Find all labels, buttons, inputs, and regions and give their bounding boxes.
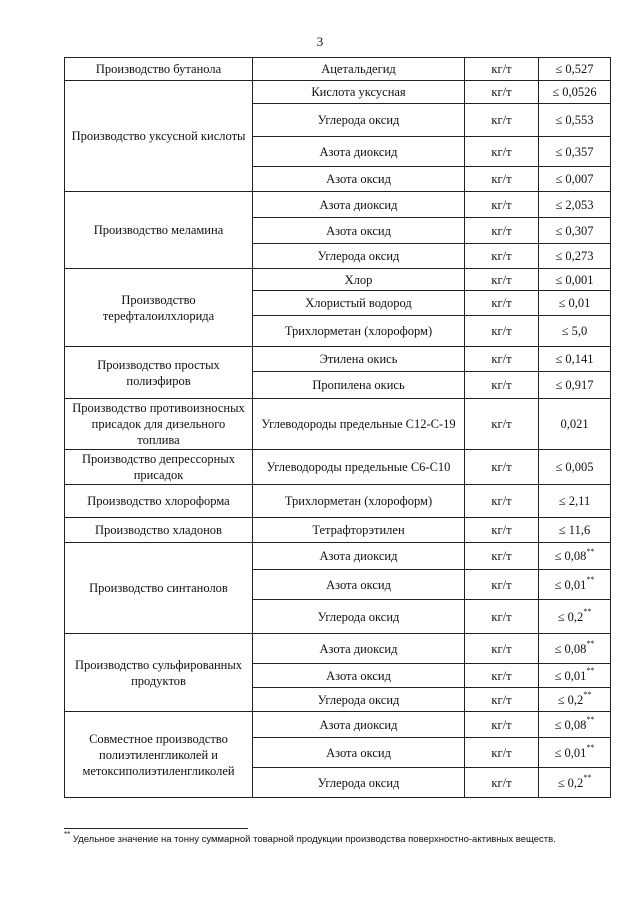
substance-cell: Углерода оксид: [253, 768, 465, 798]
unit-cell: кг/т: [465, 570, 539, 600]
substance-cell: Пропилена окись: [253, 372, 465, 399]
value-cell: [539, 167, 611, 192]
table-row: [65, 399, 611, 450]
substance-cell: Углеводороды предельные С12-С-19: [253, 399, 465, 450]
unit-cell: кг/т: [465, 518, 539, 543]
unit-cell: кг/т: [465, 244, 539, 269]
unit-cell: кг/т: [465, 218, 539, 244]
table-row: [65, 347, 611, 372]
unit-cell: кг/т: [465, 450, 539, 485]
value-cell: [539, 81, 611, 104]
value-text: ≤ 0,01: [558, 296, 591, 310]
value-cell: [539, 347, 611, 372]
value-text: ≤ 0,357: [555, 144, 594, 159]
process-cell: Производство хлороформа: [65, 485, 253, 518]
value-cell: [539, 244, 611, 269]
table-row: [65, 58, 611, 81]
value-text: ≤ 5,0: [561, 324, 588, 338]
value-cell: [539, 104, 611, 137]
value-cell: [539, 218, 611, 244]
substance-cell: Хлор: [253, 269, 465, 291]
value-text: ≤ 0,553: [555, 113, 594, 127]
substance-cell: Азота диоксид: [253, 712, 465, 738]
table-row: [65, 543, 611, 570]
footnote-divider: [64, 828, 248, 829]
process-cell: Совместное производство полиэтиленгликолей и метоксиполиэтиленгликолей: [65, 712, 253, 798]
value-text: ≤ 0,08: [554, 717, 587, 732]
process-cell: Производство хладонов: [65, 518, 253, 543]
value-cell: [539, 570, 611, 600]
unit-cell: кг/т: [465, 58, 539, 81]
unit-cell: кг/т: [465, 81, 539, 104]
value-text: ≤ 0,007: [555, 172, 594, 186]
footnote-marker: **: [586, 639, 595, 649]
unit-cell: кг/т: [465, 167, 539, 192]
substance-cell: Хлористый водород: [253, 291, 465, 316]
substance-cell: Углерода оксид: [253, 104, 465, 137]
substance-cell: Этилена окись: [253, 347, 465, 372]
footnote-mark: **: [64, 829, 71, 839]
unit-cell: кг/т: [465, 137, 539, 167]
process-cell: Производство простых полиэфиров: [65, 347, 253, 399]
process-cell: Производство депрессорных присадок: [65, 450, 253, 485]
footnote-marker: **: [586, 546, 595, 556]
value-cell: [539, 316, 611, 347]
footnote: [64, 829, 624, 845]
footnote-marker: **: [583, 690, 592, 700]
table-row: [65, 81, 611, 104]
value-text: ≤ 0,141: [555, 352, 594, 366]
unit-cell: кг/т: [465, 485, 539, 518]
value-text: ≤ 0,01: [554, 745, 587, 760]
value-cell: [539, 485, 611, 518]
emissions-table: [64, 57, 611, 798]
substance-cell: Углерода оксид: [253, 600, 465, 634]
substance-cell: Азота диоксид: [253, 192, 465, 218]
value-text: ≤ 0,001: [555, 272, 594, 287]
value-cell: [539, 372, 611, 399]
unit-cell: кг/т: [465, 192, 539, 218]
unit-cell: кг/т: [465, 664, 539, 688]
value-text: ≤ 0,0526: [552, 85, 597, 99]
table-row: [65, 269, 611, 291]
value-text: ≤ 0,307: [555, 223, 594, 238]
value-text: 0,021: [560, 417, 589, 431]
value-text: ≤ 0,2: [557, 692, 584, 707]
value-cell: [539, 291, 611, 316]
value-text: ≤ 0,2: [557, 609, 584, 624]
substance-cell: Углерода оксид: [253, 688, 465, 712]
substance-cell: Ацетальдегид: [253, 58, 465, 81]
substance-cell: Азота оксид: [253, 218, 465, 244]
value-text: ≤ 0,917: [555, 378, 594, 392]
substance-cell: Азота диоксид: [253, 137, 465, 167]
substance-cell: Азота диоксид: [253, 543, 465, 570]
substance-cell: Углерода оксид: [253, 244, 465, 269]
unit-cell: кг/т: [465, 269, 539, 291]
substance-cell: Углеводороды предельные С6-С10: [253, 450, 465, 485]
value-cell: [539, 712, 611, 738]
process-cell: Производство терефталоилхлорида: [65, 269, 253, 347]
value-cell: [539, 768, 611, 798]
value-text: ≤ 11,6: [558, 523, 591, 537]
value-cell: [539, 543, 611, 570]
substance-cell: Кислота уксусная: [253, 81, 465, 104]
substance-cell: Трихлорметан (хлороформ): [253, 485, 465, 518]
footnote-marker: **: [586, 743, 595, 753]
unit-cell: кг/т: [465, 291, 539, 316]
unit-cell: кг/т: [465, 738, 539, 768]
value-text: ≤ 0,08: [554, 549, 587, 563]
value-cell: [539, 688, 611, 712]
unit-cell: кг/т: [465, 712, 539, 738]
footnote-marker: **: [586, 715, 595, 725]
value-cell: [539, 137, 611, 167]
value-text: ≤ 2,11: [558, 494, 591, 508]
substance-cell: Азота диоксид: [253, 634, 465, 664]
value-cell: [539, 634, 611, 664]
value-cell: [539, 518, 611, 543]
value-text: ≤ 0,2: [557, 775, 584, 790]
value-text: ≤ 0,01: [554, 668, 587, 683]
value-cell: [539, 738, 611, 768]
table-row: [65, 192, 611, 218]
page-number: 3: [316, 34, 324, 49]
value-text: ≤ 2,053: [555, 197, 594, 212]
unit-cell: кг/т: [465, 768, 539, 798]
table-row: [65, 712, 611, 738]
substance-cell: Азота оксид: [253, 664, 465, 688]
unit-cell: кг/т: [465, 347, 539, 372]
value-cell: [539, 399, 611, 450]
unit-cell: кг/т: [465, 316, 539, 347]
table-row: [65, 485, 611, 518]
value-cell: [539, 664, 611, 688]
value-cell: [539, 58, 611, 81]
substance-cell: Трихлорметан (хлороформ): [253, 316, 465, 347]
footnote-marker: **: [586, 575, 595, 585]
process-cell: Производство сульфированных продуктов: [65, 634, 253, 712]
process-cell: Производство противоизносных присадок для дизельного топлива: [65, 399, 253, 450]
value-cell: [539, 269, 611, 291]
value-text: ≤ 0,08: [554, 641, 587, 656]
footnote-marker: **: [586, 666, 595, 676]
unit-cell: кг/т: [465, 600, 539, 634]
process-cell: Производство синтанолов: [65, 543, 253, 634]
table-row: [65, 518, 611, 543]
process-cell: Производство меламина: [65, 192, 253, 269]
unit-cell: кг/т: [465, 372, 539, 399]
substance-cell: Тетрафторэтилен: [253, 518, 465, 543]
footnote-text: Удельное значение на тонну суммарной товарной продукции производства поверхностно-активных веществ.: [70, 834, 556, 845]
table-row: [65, 450, 611, 485]
substance-cell: Азота оксид: [253, 570, 465, 600]
unit-cell: кг/т: [465, 543, 539, 570]
value-cell: [539, 600, 611, 634]
process-cell: Производство бутанола: [65, 58, 253, 81]
footnote-marker: **: [583, 773, 592, 783]
unit-cell: кг/т: [465, 688, 539, 712]
value-cell: [539, 192, 611, 218]
value-text: ≤ 0,527: [555, 62, 594, 76]
value-cell: [539, 450, 611, 485]
unit-cell: кг/т: [465, 104, 539, 137]
unit-cell: кг/т: [465, 399, 539, 450]
process-cell: Производство уксусной кислоты: [65, 81, 253, 192]
value-text: ≤ 0,01: [554, 577, 587, 592]
substance-cell: Азота оксид: [253, 167, 465, 192]
table-row: [65, 634, 611, 664]
substance-cell: Азота оксид: [253, 738, 465, 768]
value-text: ≤ 0,273: [555, 249, 594, 263]
value-text: ≤ 0,005: [555, 460, 594, 474]
unit-cell: кг/т: [465, 634, 539, 664]
footnote-marker: **: [583, 607, 592, 617]
